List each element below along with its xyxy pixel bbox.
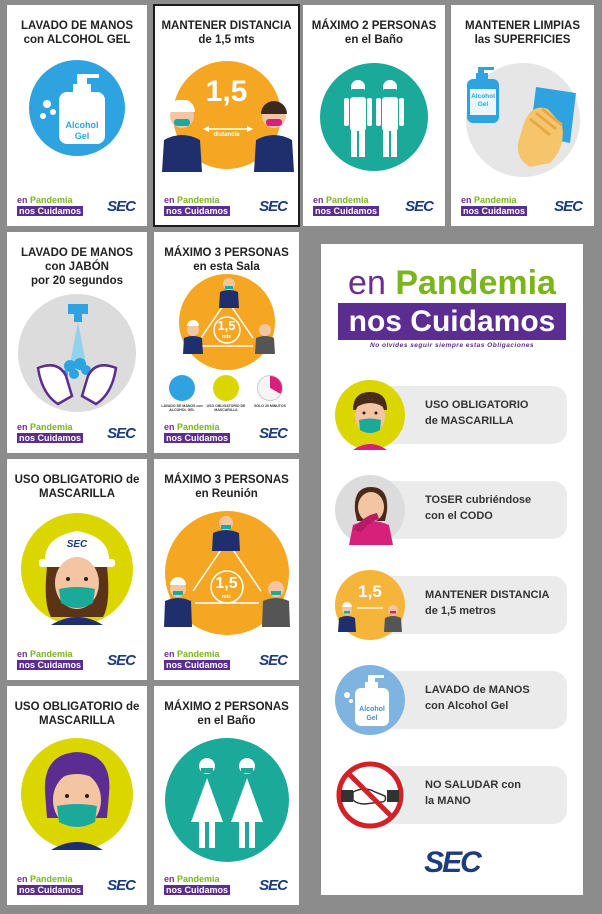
card-hand-washing[interactable] [7, 232, 147, 453]
card-room-capacity[interactable] [154, 232, 299, 453]
brand-logo: en Pandemia nos Cuidamos [17, 649, 82, 670]
sec-logo: SEC [424, 846, 480, 879]
people-group-icon [162, 509, 292, 633]
brand-logo: en Pandemia nos Cuidamos [17, 422, 82, 443]
sec-logo: SEC [259, 877, 287, 894]
card-title: MÁXIMO 2 PERSONAS en el Baño [164, 701, 289, 727]
worker-mask-icon: SEC [21, 513, 133, 625]
meeting-capacity-icon: 1,5 mts [165, 511, 289, 635]
mini-icon-mask [213, 375, 239, 401]
brand-logo: en Pandemia nos Cuidamos [164, 422, 229, 443]
sec-logo: SEC [259, 652, 287, 669]
poster-title: en Pandemia [348, 264, 556, 302]
women-restroom-icon [165, 738, 289, 862]
brand-logo: en Pandemia nos Cuidamos [164, 649, 229, 670]
brand-logo: en Pandemia nos Cuidamos [17, 874, 82, 895]
card-title: LAVADO DE MANOS con JABÓN por 20 segundos [20, 247, 134, 287]
poster-subtitle: No olvides seguir siempre estas Obligaciones [370, 342, 534, 349]
brand-logo: en Pandemia nos Cuidamos [164, 195, 229, 216]
card-title: MANTENER LIMPIAS las SUPERFICIES [465, 20, 580, 46]
card-meeting-capacity[interactable] [154, 459, 299, 680]
card-title: MÁXIMO 2 PERSONAS en el Baño [311, 20, 437, 46]
no-handshake-icon [335, 760, 405, 830]
room-capacity-icon: 1,5 mts [179, 274, 275, 370]
rule-row: USO OBLIGATORIO de MASCARILLA [335, 380, 567, 450]
card-women-restroom[interactable] [154, 686, 299, 905]
card-title: MANTENER DISTANCIA de 1,5 mts [161, 20, 292, 46]
mini-label: USO OBLIGATORIO DE MASCARILLA [206, 404, 246, 412]
sec-logo: SEC [405, 198, 433, 215]
card-worker-mask[interactable] [7, 459, 147, 680]
person-right-icon [252, 100, 296, 172]
sec-logo: SEC [107, 877, 135, 894]
sec-logo: SEC [107, 198, 135, 215]
card-hand-sanitizer[interactable] [7, 5, 147, 226]
brand-logo: en Pandemia nos Cuidamos [164, 874, 229, 895]
sec-logo: SEC [554, 198, 582, 215]
distance-icon: 1,5 [335, 570, 405, 640]
brand-logo: en Pandemia nos Cuidamos [17, 195, 82, 216]
card-title: USO OBLIGATORIO de MASCARILLA [14, 701, 140, 727]
sanitizer-icon: Alcohol Gel [335, 665, 405, 735]
poster-title-line2: nos Cuidamos [338, 303, 566, 340]
rule-row: 1,5 MANTENER DISTANCIA de 1,5 metros [335, 570, 567, 640]
sec-logo: SEC [259, 198, 287, 215]
people-group-icon [179, 274, 279, 370]
rules-poster[interactable] [321, 244, 583, 895]
mini-label: SÓLO 20 MINUTOS [254, 404, 286, 408]
mini-icon-timer [257, 375, 283, 401]
card-person-mask[interactable] [7, 686, 147, 905]
men-restroom-icon [320, 63, 428, 171]
rule-row: NO SALUDAR con la MANO [335, 760, 567, 830]
hand-washing-icon [18, 294, 136, 412]
sec-logo: SEC [107, 652, 135, 669]
sec-logo: SEC [107, 425, 135, 442]
person-left-icon [160, 100, 204, 172]
social-distance-icon: 1,5 distancia [173, 61, 281, 169]
sec-logo: SEC [259, 425, 287, 442]
hand-sanitizer-icon: Alcohol Gel [29, 60, 125, 156]
card-title: LAVADO DE MANOS con ALCOHOL GEL [20, 20, 134, 46]
cough-elbow-icon [335, 475, 405, 545]
card-clean-surfaces[interactable]: MANTENER LIMPIAS las SUPERFICIES Alcohol Gel en Pandemia nos Cuidamos SEC [451, 5, 594, 226]
mini-label: LAVADO DE MANOS con ALCOHOL GEL [161, 404, 203, 412]
card-title: MÁXIMO 3 PERSONAS en esta Sala [164, 247, 289, 273]
mask-face-icon [335, 380, 405, 450]
card-social-distance[interactable] [154, 5, 299, 226]
mini-icon-sanitizer [169, 375, 195, 401]
rule-row: Alcohol Gel LAVADO de MANOS con Alcohol Gel [335, 665, 567, 735]
person-mask-icon [21, 738, 133, 850]
brand-logo: en Pandemia nos Cuidamos [461, 195, 526, 216]
card-men-restroom[interactable] [303, 5, 445, 226]
card-title: MÁXIMO 3 PERSONAS en Reunión [164, 474, 289, 500]
card-title: USO OBLIGATORIO de MASCARILLA [14, 474, 140, 500]
rule-row: TOSER cubriéndose con el CODO [335, 475, 567, 545]
brand-logo: en Pandemia nos Cuidamos [313, 195, 378, 216]
